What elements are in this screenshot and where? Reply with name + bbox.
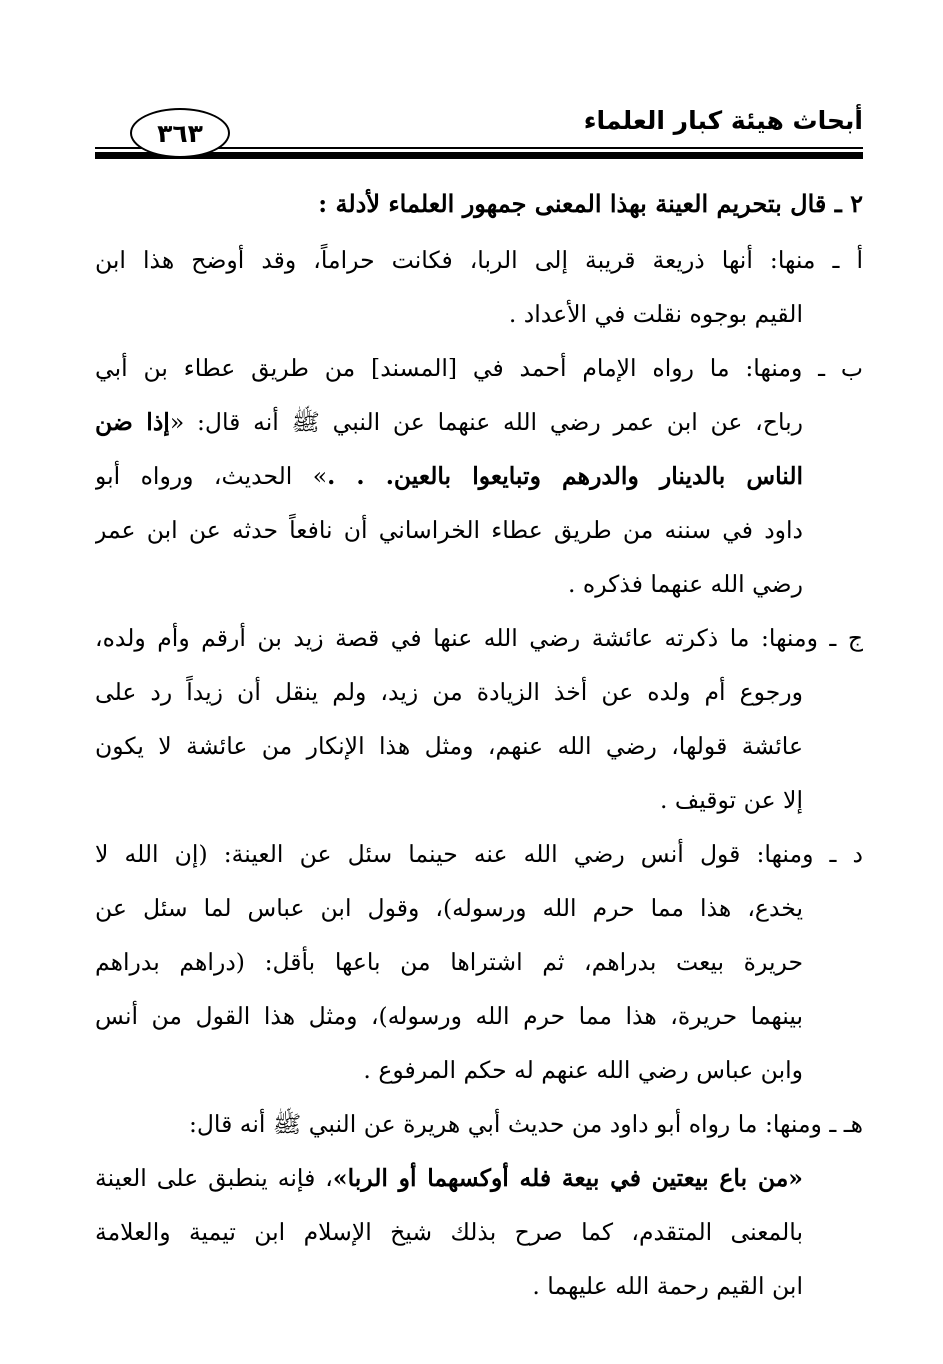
item-c-line-4: إلا عن توقيف . (659, 786, 803, 814)
header-rule-thick (95, 152, 863, 159)
item-c-line-2: ورجوع أم ولده عن أخذ الزيادة من زيد، ولم ينقل أن زيداً رد على (95, 678, 803, 706)
item-c-line-3: عائشة قولها، رضي الله عنهم، ومثل هذا الإنكار من عائشة لا يكون (95, 732, 803, 760)
item-a-line-2: القيم بوجوه نقلت في الأعداد . (508, 300, 803, 328)
item-e-line-1: هـ ـ ومنها: ما رواه أبو داود من حديث أبي هريرة عن النبي ﷺ أنه قال: (188, 1110, 863, 1138)
item-b-line-5: رضي الله عنهما فذكره . (567, 570, 803, 598)
section-heading: ٢ ـ قال بتحريم العينة بهذا المعنى جمهور العلماء لأدلة : (318, 189, 863, 218)
text-run: رباح، عن ابن عمر رضي الله عنهما عن النبي ﷺ أنه قال: « (169, 408, 803, 436)
item-d-line-2: يخدع، هذا مما حرم الله ورسوله)، وقول ابن عباس لما سئل عن (95, 894, 803, 922)
text-run: ، فإنه ينطبق على العينة (95, 1164, 333, 1192)
item-d-line-5: وابن عباس رضي الله عنهم له حكم المرفوع . (363, 1056, 803, 1084)
hadith-text: الناس بالدينار والدرهم وتبايعوا بالعين. . . (327, 462, 803, 490)
item-a-line-1: أ ـ منها: أنها ذريعة قريبة إلى الربا، فكانت حراماً، وقد أوضح هذا ابن (95, 246, 863, 274)
page-number: ٣٦٣ (130, 108, 230, 158)
running-title: أبحاث هيئة كبار العلماء (583, 106, 863, 135)
item-e-line-2 (95, 1151, 803, 1205)
hadith-text: إذا ضن (95, 408, 170, 436)
text-run: » الحديث، ورواه أبو (95, 462, 328, 490)
item-e-line-4: ابن القيم رحمة الله عليهما . (532, 1272, 803, 1300)
item-e-line-3: بالمعنى المتقدم، كما صرح بذلك شيخ الإسلام ابن تيمية والعلامة (95, 1218, 803, 1246)
item-b-line-1: ب ـ ومنها: ما رواه الإمام أحمد في [المسند] من طريق عطاء بن أبي (95, 354, 863, 382)
item-d-line-3: حريرة بيعت بدراهم، ثم اشتراها من باعها بأقل: (دراهم بدراهم (95, 948, 803, 976)
item-d-line-4: بينهما حريرة، هذا مما حرم الله ورسوله)، ومثل هذا القول من أنس (95, 1002, 803, 1030)
item-b-line-2 (95, 395, 803, 449)
item-b-line-3 (95, 449, 803, 503)
item-d-line-1: د ـ ومنها: قول أنس رضي الله عنه حينما سئل عن العينة: (إن الله لا (95, 840, 863, 868)
item-c-line-1: ج ـ ومنها: ما ذكرته عائشة رضي الله عنها في قصة زيد بن أرقم وأم ولده، (95, 624, 863, 652)
hadith-text: «من باع بيعتين في بيعة فله أوكسهما أو الربا» (332, 1164, 803, 1192)
item-b-line-4: داود في سننه من طريق عطاء الخراساني أن نافعاً حدثه عن ابن عمر (95, 516, 803, 544)
